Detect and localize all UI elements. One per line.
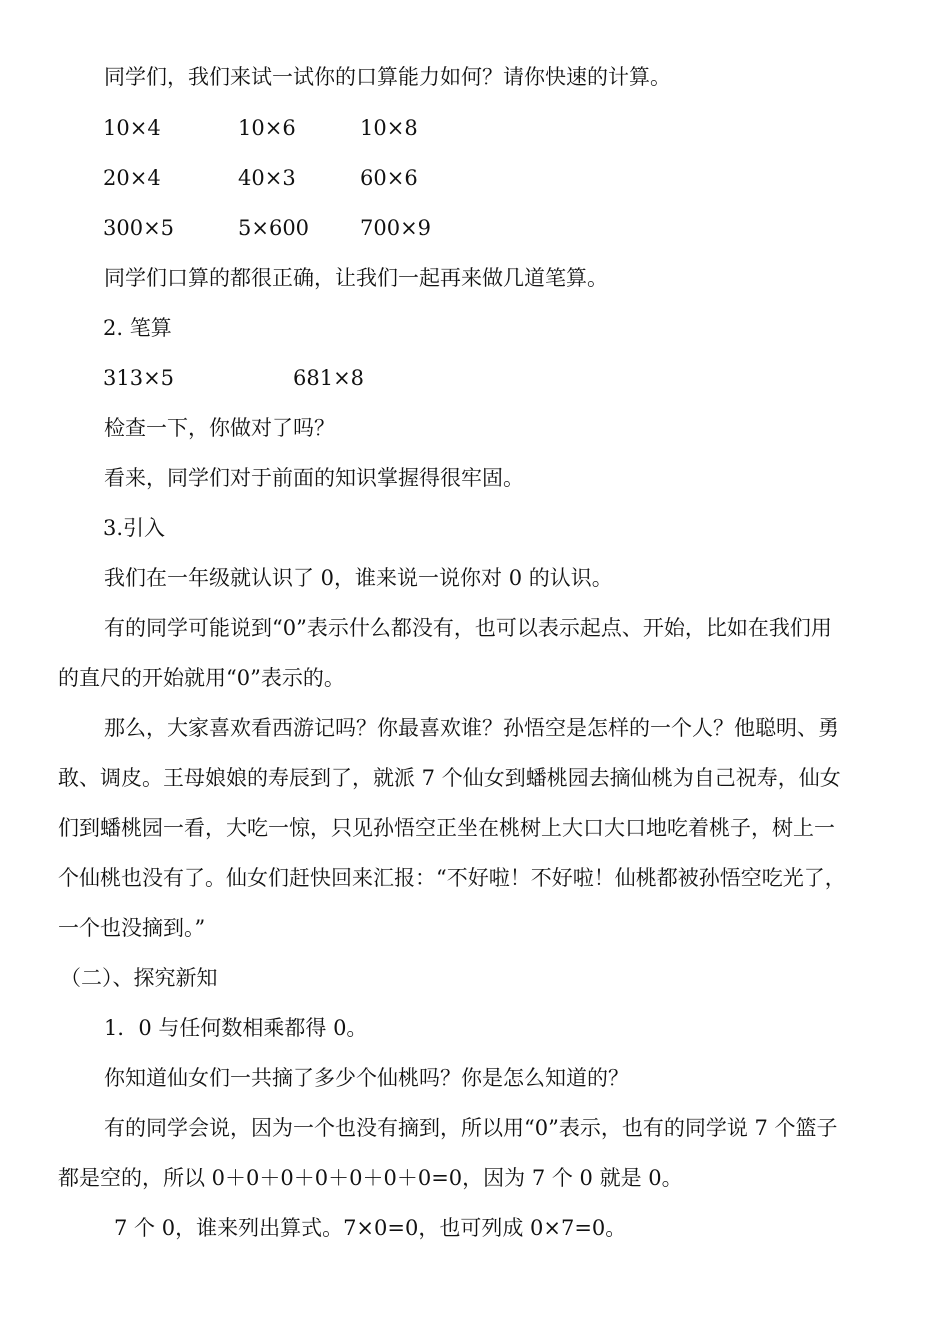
oral-item: 20×4 — [103, 166, 161, 190]
paragraph-line: 的直尺的开始就用“0”表示的。 — [58, 666, 345, 690]
oral-item: 10×8 — [360, 116, 418, 140]
equation-text: 7 个 0，谁来列出算式。7×0=0，也可列成 0×7=0。 — [114, 1216, 627, 1240]
oral-item: 700×9 — [360, 216, 432, 240]
paragraph-line: 敢、调皮。王母娘娘的寿辰到了，就派 7 个仙女到蟠桃园去摘仙桃为自己祝寿，仙女 — [58, 766, 841, 790]
intro-text: 同学们，我们来试一试你的口算能力如何？请你快速的计算。 — [104, 65, 671, 89]
zero-recall-text: 我们在一年级就认识了 0，谁来说一说你对 0 的认识。 — [104, 566, 613, 590]
point1-text: 1．0 与任何数相乘都得 0。 — [104, 1016, 368, 1040]
oral-item: 10×4 — [103, 116, 161, 140]
solid-text: 看来，同学们对于前面的知识掌握得很牢固。 — [104, 466, 524, 490]
paragraph-line: 都是空的，所以 0＋0＋0＋0＋0＋0＋0=0，因为 7 个 0 就是 0。 — [58, 1166, 683, 1190]
oral-item: 5×600 — [238, 216, 310, 240]
paragraph-line: 有的同学可能说到“0”表示什么都没有，也可以表示起点、开始，比如在我们用 — [104, 616, 832, 640]
section2-heading: （二）、探究新知 — [60, 966, 218, 990]
question-text: 你知道仙女们一共摘了多少个仙桃吗？你是怎么知道的？ — [104, 1066, 629, 1090]
paragraph-line: 有的同学会说，因为一个也没有摘到，所以用“0”表示，也有的同学说 7 个篮子 — [104, 1116, 838, 1140]
check-text: 检查一下，你做对了吗？ — [104, 416, 335, 440]
written-item: 313×5 — [103, 366, 175, 390]
oral-item: 300×5 — [103, 216, 175, 240]
written-item: 681×8 — [293, 366, 365, 390]
intro-heading: 3.引入 — [103, 516, 166, 540]
oral-item: 10×6 — [238, 116, 296, 140]
paragraph-line: 们到蟠桃园一看，大吃一惊，只见孙悟空正坐在桃树上大口大口地吃着桃子，树上一 — [58, 816, 835, 840]
paragraph-line: 一个也没摘到。” — [58, 916, 206, 940]
paragraph-line: 个仙桃也没有了。仙女们赶快回来汇报：“不好啦！不好啦！仙桃都被孙悟空吃光了， — [58, 866, 846, 890]
written-heading: 2. 笔算 — [103, 316, 172, 340]
paragraph-line: 那么，大家喜欢看西游记吗？你最喜欢谁？孙悟空是怎样的一个人？他聪明、勇 — [104, 716, 839, 740]
oral-item: 40×3 — [238, 166, 296, 190]
after-oral-text: 同学们口算的都很正确，让我们一起再来做几道笔算。 — [104, 266, 608, 290]
oral-item: 60×6 — [360, 166, 418, 190]
